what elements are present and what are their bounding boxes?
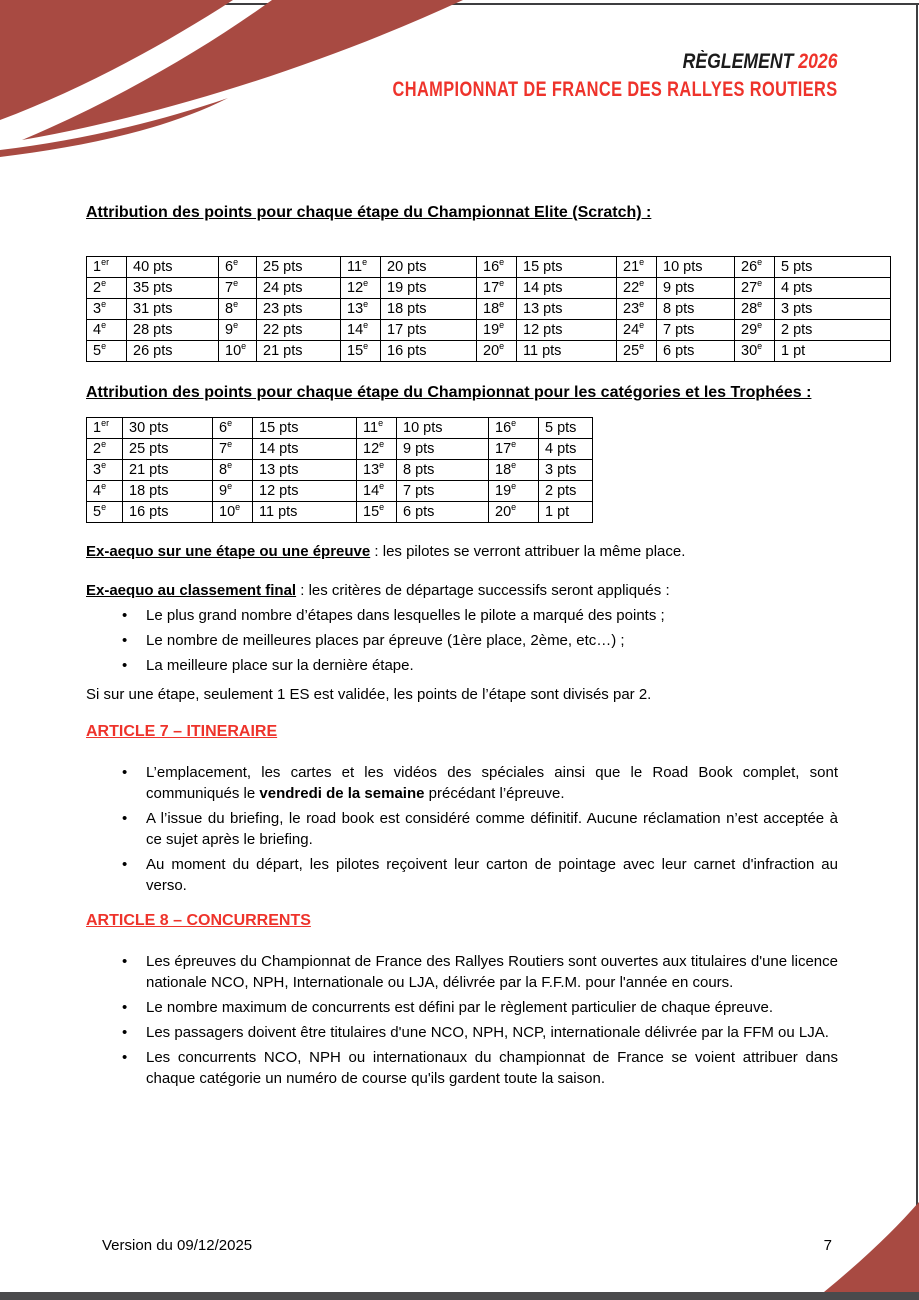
- table-cell: 13 pts: [253, 460, 357, 481]
- table-cell: 14e: [357, 481, 397, 502]
- list-item: • Les passagers doivent être titulaires d'une NCO, NPH, NCP, internationale délivrée par la FFM ou LJA.: [146, 1022, 838, 1043]
- table-cell: 16e: [477, 257, 517, 278]
- table-cell: 6e: [213, 418, 253, 439]
- table-cell: 21 pts: [257, 341, 341, 362]
- table-cell: 19 pts: [381, 278, 477, 299]
- table-cell: 24 pts: [257, 278, 341, 299]
- table-cell: 25 pts: [257, 257, 341, 278]
- footer-corner-decoration: [824, 1202, 919, 1292]
- table-cell: 10e: [219, 341, 257, 362]
- list-item: • Les épreuves du Championnat de France des Rallyes Routiers sont ouvertes aux titulaires d'une licence nationale NCO, NPH, Internationale ou LJA, délivrée par la F.F.M. pour l'année en cours.: [146, 951, 838, 993]
- table-cell: 35 pts: [127, 278, 219, 299]
- table-cell: 5 pts: [775, 257, 891, 278]
- table-cell: 9 pts: [397, 439, 489, 460]
- table-cell: 19e: [477, 320, 517, 341]
- table-cell: 17e: [477, 278, 517, 299]
- article-7-list: [86, 762, 838, 896]
- table-cell: 8e: [213, 460, 253, 481]
- table-cell: 10 pts: [397, 418, 489, 439]
- table-cell: 7 pts: [657, 320, 735, 341]
- table-row: [87, 257, 891, 278]
- list-item: • L’emplacement, les cartes et les vidéos des spéciales ainsi que le Road Book complet, sont communiqués le vendredi de la semaine précédant l’épreuve.: [146, 762, 838, 804]
- list-item: • Le plus grand nombre d’étapes dans lesquelles le pilote a marqué des points ;: [146, 605, 838, 626]
- table-cell: 21 pts: [123, 460, 213, 481]
- table-cell: 18 pts: [381, 299, 477, 320]
- table-cell: 20 pts: [381, 257, 477, 278]
- table-cell: 29e: [735, 320, 775, 341]
- table-row: [87, 299, 891, 320]
- table-cell: 16e: [489, 418, 539, 439]
- table-cell: 2 pts: [539, 481, 593, 502]
- exaequo-final-paragraph: Ex-aequo au classement final : les critères de départage successifs seront appliqués :: [86, 582, 670, 599]
- table-cell: 28 pts: [127, 320, 219, 341]
- table-cell: 10e: [213, 502, 253, 523]
- table-cell: 8 pts: [397, 460, 489, 481]
- table-cell: 13e: [341, 299, 381, 320]
- table-cell: 11 pts: [517, 341, 617, 362]
- table-cell: 18e: [477, 299, 517, 320]
- table-cell: 4e: [87, 481, 123, 502]
- footer-page-number: 7: [823, 1237, 832, 1254]
- es-division-paragraph: Si sur une étape, seulement 1 ES est validée, les points de l’étape sont divisés par 2.: [86, 686, 652, 703]
- table-cell: 2e: [87, 439, 123, 460]
- table-cell: 6 pts: [657, 341, 735, 362]
- table-cell: 4 pts: [775, 278, 891, 299]
- table-cell: 15 pts: [517, 257, 617, 278]
- header-title-year: 2026: [798, 50, 838, 73]
- footer-version: Version du 09/12/2025: [102, 1237, 253, 1254]
- table-cell: 23 pts: [257, 299, 341, 320]
- table-cell: 7e: [213, 439, 253, 460]
- table-cell: 19e: [489, 481, 539, 502]
- table-cell: 15e: [357, 502, 397, 523]
- table-row: [87, 481, 593, 502]
- table-row: [87, 439, 593, 460]
- table-row: [87, 502, 593, 523]
- table-cell: 2 pts: [775, 320, 891, 341]
- table-cell: 28e: [735, 299, 775, 320]
- table-cell: 18e: [489, 460, 539, 481]
- table-cell: 9e: [213, 481, 253, 502]
- table-cell: 6 pts: [397, 502, 489, 523]
- list-item: • La meilleure place sur la dernière étape.: [146, 655, 838, 676]
- table-cell: 23e: [617, 299, 657, 320]
- article-8-list: [86, 951, 838, 1089]
- table-cell: 20e: [489, 502, 539, 523]
- table-cell: 7e: [219, 278, 257, 299]
- exaequo-etape-paragraph: Ex-aequo sur une étape ou une épreuve : les pilotes se verront attribuer la même place.: [86, 543, 686, 560]
- points-table-elite: [86, 256, 891, 362]
- table-cell: 12 pts: [253, 481, 357, 502]
- table-cell: 8 pts: [657, 299, 735, 320]
- table-cell: 21e: [617, 257, 657, 278]
- table-row: [87, 320, 891, 341]
- table-cell: 4e: [87, 320, 127, 341]
- table-cell: 22e: [617, 278, 657, 299]
- page-content: [86, 202, 838, 1093]
- table-cell: 30e: [735, 341, 775, 362]
- table-cell: 3 pts: [775, 299, 891, 320]
- table-cell: 30 pts: [123, 418, 213, 439]
- header-title-reglement: RÈGLEMENT: [683, 50, 794, 73]
- list-item: • Le nombre maximum de concurrents est défini par le règlement particulier de chaque épreuve.: [146, 997, 838, 1018]
- table-cell: 9e: [219, 320, 257, 341]
- table-row: [87, 418, 593, 439]
- table-cell: 8e: [219, 299, 257, 320]
- table-cell: 14e: [341, 320, 381, 341]
- table-cell: 5e: [87, 502, 123, 523]
- table-cell: 11e: [357, 418, 397, 439]
- tiebreaker-list: [86, 605, 838, 676]
- table-cell: 2e: [87, 278, 127, 299]
- heading-elite-points: Attribution des points pour chaque étape du Championnat Elite (Scratch) :: [86, 204, 652, 221]
- table-row: [87, 460, 593, 481]
- list-item: • Les concurrents NCO, NPH ou internationaux du championnat de France se voient attribuer dans chaque catégorie un numéro de course qu'ils gardent toute la saison.: [146, 1047, 838, 1089]
- table-cell: 9 pts: [657, 278, 735, 299]
- list-item: • A l’issue du briefing, le road book est considéré comme définitif. Aucune réclamation n’est acceptée à ce sujet après le briefing.: [146, 808, 838, 850]
- table-cell: 27e: [735, 278, 775, 299]
- table-cell: 26e: [735, 257, 775, 278]
- table-cell: 25e: [617, 341, 657, 362]
- list-item: • Au moment du départ, les pilotes reçoivent leur carton de pointage avec leur carnet d'infraction au verso.: [146, 854, 838, 896]
- points-table-categories: [86, 417, 593, 523]
- table-cell: 26 pts: [127, 341, 219, 362]
- table-cell: 15e: [341, 341, 381, 362]
- article-7-heading: ARTICLE 7 – ITINERAIRE: [86, 723, 278, 740]
- table-row: [87, 278, 891, 299]
- document-header: [267, 50, 838, 102]
- table-cell: 1 pt: [539, 502, 593, 523]
- table-cell: 25 pts: [123, 439, 213, 460]
- table-cell: 14 pts: [253, 439, 357, 460]
- heading-categories-points: Attribution des points pour chaque étape du Championnat pour les catégories et les Trophées :: [86, 384, 812, 401]
- table-cell: 31 pts: [127, 299, 219, 320]
- table-cell: 14 pts: [517, 278, 617, 299]
- table-cell: 5 pts: [539, 418, 593, 439]
- table-cell: 13e: [357, 460, 397, 481]
- table-cell: 12e: [341, 278, 381, 299]
- table-cell: 7 pts: [397, 481, 489, 502]
- table-cell: 22 pts: [257, 320, 341, 341]
- header-title: [359, 50, 838, 74]
- table-cell: 6e: [219, 257, 257, 278]
- table-cell: 3e: [87, 299, 127, 320]
- table-cell: 3 pts: [539, 460, 593, 481]
- table-cell: 40 pts: [127, 257, 219, 278]
- table-cell: 12e: [357, 439, 397, 460]
- table-cell: 15 pts: [253, 418, 357, 439]
- table-cell: 16 pts: [123, 502, 213, 523]
- table-cell: 10 pts: [657, 257, 735, 278]
- table-cell: 18 pts: [123, 481, 213, 502]
- table-cell: 1er: [87, 418, 123, 439]
- table-cell: 4 pts: [539, 439, 593, 460]
- table-cell: 20e: [477, 341, 517, 362]
- table-cell: 16 pts: [381, 341, 477, 362]
- table-cell: 11 pts: [253, 502, 357, 523]
- table-cell: 17 pts: [381, 320, 477, 341]
- table-cell: 3e: [87, 460, 123, 481]
- list-item: • Le nombre de meilleures places par épreuve (1ère place, 2ème, etc…) ;: [146, 630, 838, 651]
- table-cell: 17e: [489, 439, 539, 460]
- article-8-heading: ARTICLE 8 – CONCURRENTS: [86, 912, 311, 929]
- header-subtitle: CHAMPIONNAT DE FRANCE DES RALLYES ROUTIERS: [392, 78, 838, 101]
- table-cell: 12 pts: [517, 320, 617, 341]
- page-border-right: [916, 3, 918, 1292]
- table-cell: 13 pts: [517, 299, 617, 320]
- table-cell: 11e: [341, 257, 381, 278]
- table-cell: 1 pt: [775, 341, 891, 362]
- footer-bar: [0, 1292, 919, 1300]
- table-cell: 1er: [87, 257, 127, 278]
- table-row: [87, 341, 891, 362]
- table-cell: 5e: [87, 341, 127, 362]
- table-cell: 24e: [617, 320, 657, 341]
